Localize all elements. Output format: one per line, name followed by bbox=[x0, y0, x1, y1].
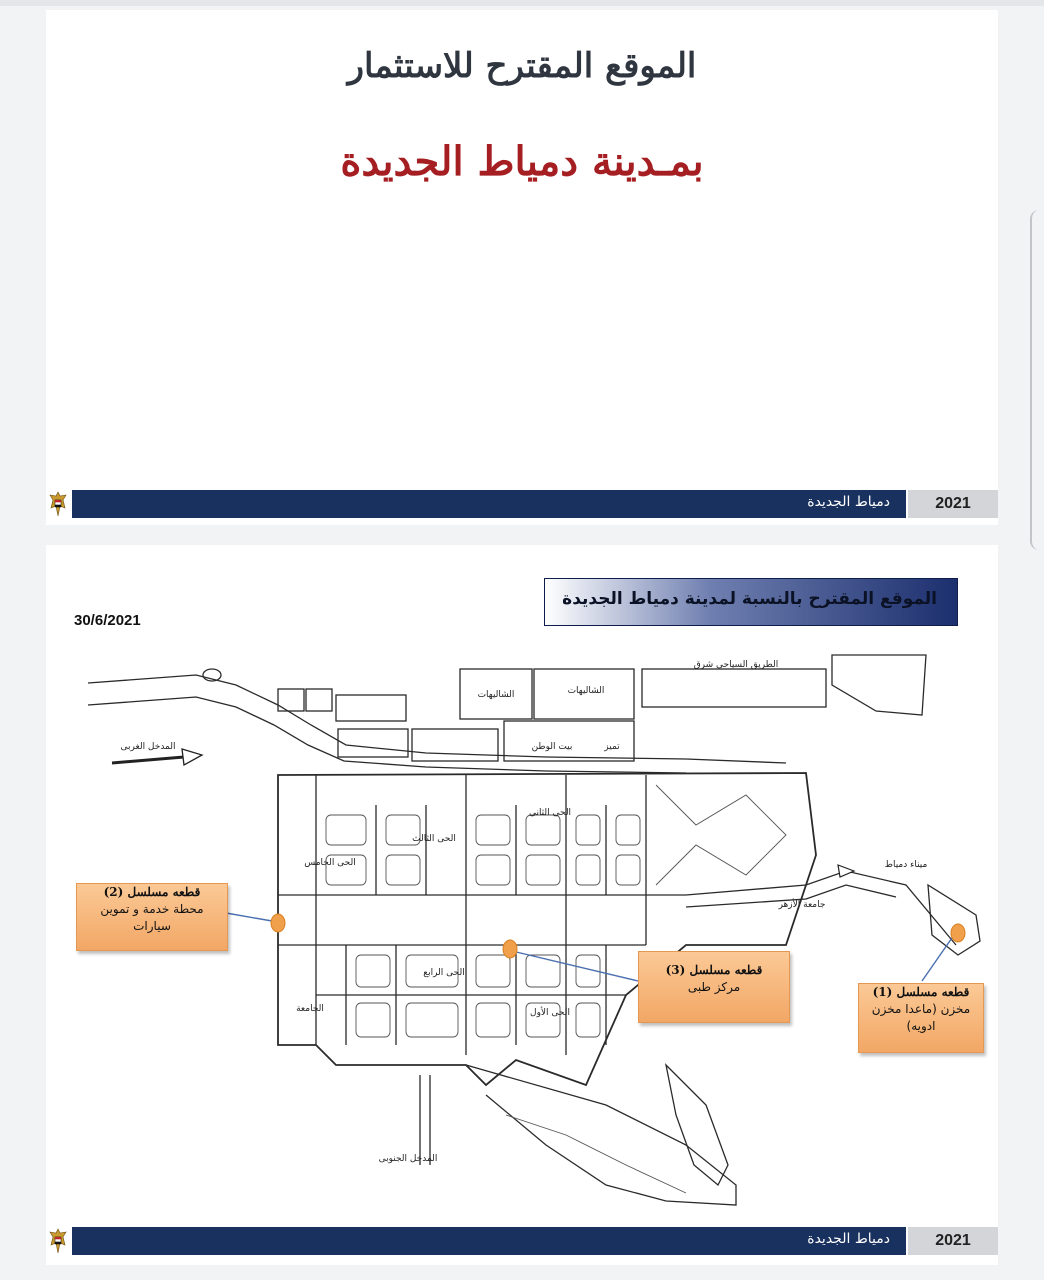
egypt-eagle-emblem-icon bbox=[48, 490, 68, 518]
top-strip bbox=[0, 0, 1044, 6]
label-azhar-university: جامعة الأزهر bbox=[778, 900, 826, 910]
callout-plot-1-line2: ادويه) bbox=[906, 1019, 936, 1033]
footer-year-box bbox=[908, 1227, 998, 1255]
map-title: الموقع المقترح بالنسبة لمدينة دمياط الجديدة bbox=[562, 589, 937, 609]
label-second-district: الحى الثانى bbox=[528, 808, 572, 818]
callout-plot-2-title: قطعه مسلسل (2) bbox=[103, 885, 201, 899]
label-third-district: الحى الثالث bbox=[412, 834, 456, 844]
label-west-entrance: المدخل الغربى bbox=[120, 742, 176, 752]
scroll-handle[interactable] bbox=[1030, 210, 1044, 550]
label-tamayoz: تميز bbox=[604, 742, 620, 752]
footer-year: 2021 bbox=[935, 495, 971, 512]
slide-footer bbox=[46, 488, 998, 520]
footer-city: دمياط الجديدة bbox=[807, 494, 890, 510]
slide-2 bbox=[46, 545, 998, 1265]
label-tourist-road: الطريق السياحى شرق bbox=[693, 660, 779, 670]
callout-plot-2-line1: محطة خدمة و تموين bbox=[100, 902, 204, 916]
marker-plot-2 bbox=[271, 914, 285, 932]
label-south-entrance: المدخل الجنوبى bbox=[378, 1154, 438, 1164]
slide-footer bbox=[46, 1225, 998, 1257]
label-bait-al-watan: بيت الوطن bbox=[531, 742, 573, 752]
callout-plot-3-line1: مركز طبى bbox=[687, 980, 741, 994]
coastal-road bbox=[88, 675, 786, 763]
city-boundary bbox=[278, 773, 816, 1085]
port-arrow-icon bbox=[838, 865, 854, 877]
footer-year-box bbox=[908, 490, 998, 518]
marker-plot-3 bbox=[503, 940, 517, 958]
slide-date: 30/6/2021 bbox=[74, 612, 141, 629]
callout-plot-2 bbox=[76, 883, 228, 951]
callout-plot-1-title: قطعه مسلسل (1) bbox=[872, 985, 970, 999]
slide-subtitle-city: بمـدينة دمياط الجديدة bbox=[340, 138, 704, 185]
label-chalets-2: الشاليهات bbox=[567, 686, 605, 696]
callout-plot-2-line2: سيارات bbox=[133, 919, 171, 933]
label-chalets-1: الشاليهات bbox=[477, 690, 515, 700]
egypt-eagle-emblem-icon bbox=[48, 1227, 68, 1255]
label-first-district: الحى الأول bbox=[530, 1008, 570, 1018]
label-fifth-district: الحى الخامس bbox=[304, 858, 356, 868]
footer-bar bbox=[72, 1227, 906, 1255]
callout-plot-3 bbox=[638, 951, 790, 1023]
label-port: ميناء دمياط bbox=[884, 860, 928, 870]
label-fourth-district: الحى الرابع bbox=[423, 968, 465, 978]
slide-1 bbox=[46, 10, 998, 525]
callout-plot-1-line1: مخزن (ماعدا مخزن bbox=[871, 1002, 971, 1016]
slide-title-investment-site: الموقع المقترح للاستثمار bbox=[347, 46, 697, 86]
footer-year: 2021 bbox=[935, 1232, 971, 1249]
marker-plot-1 bbox=[951, 924, 965, 942]
label-university: الجامعة bbox=[296, 1004, 324, 1014]
footer-bar bbox=[72, 490, 906, 518]
map-title-banner bbox=[544, 578, 958, 626]
callout-plot-1 bbox=[858, 983, 984, 1053]
footer-city: دمياط الجديدة bbox=[807, 1231, 890, 1247]
callout-plot-3-title: قطعه مسلسل (3) bbox=[665, 963, 763, 977]
